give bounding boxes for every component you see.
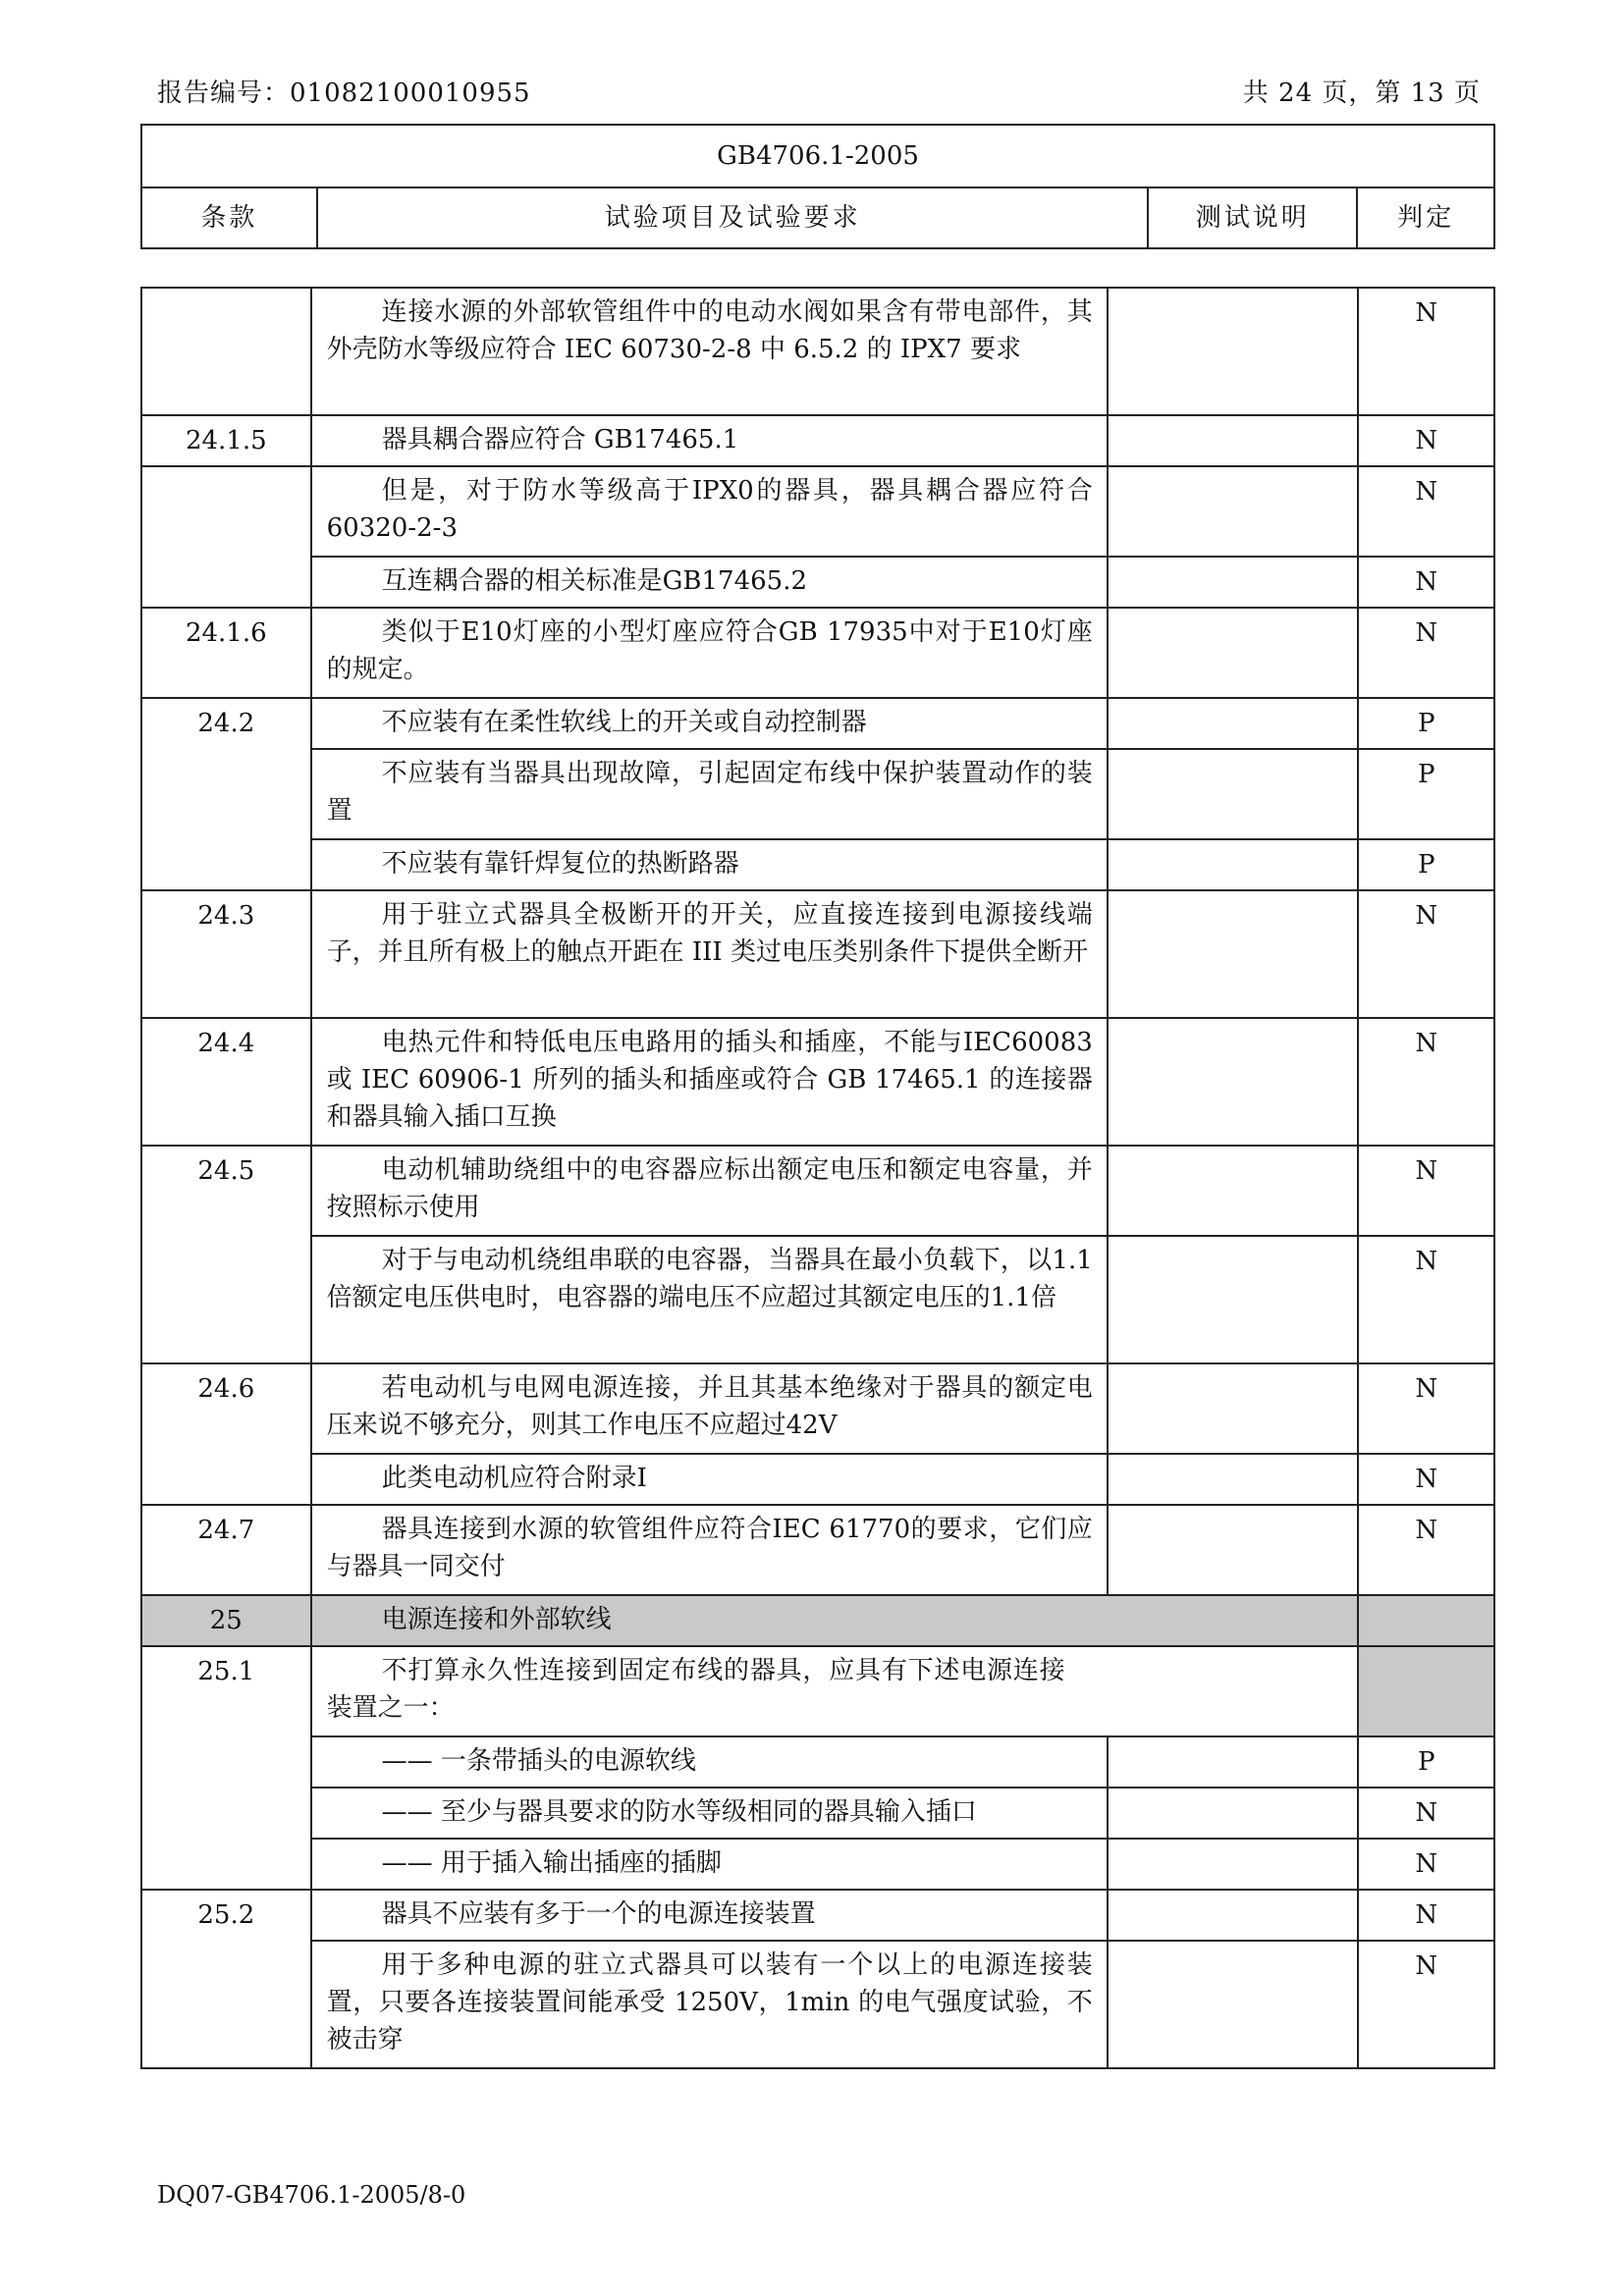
verdict-cell: N — [1358, 288, 1494, 415]
requirement-cell — [311, 1505, 1108, 1595]
table-row — [141, 1736, 1494, 1788]
page-info: 共 24 页，第 13 页 — [1242, 79, 1481, 108]
verdict-cell: N — [1358, 1236, 1494, 1363]
note-cell — [1108, 1788, 1359, 1839]
requirement-cell — [311, 1236, 1108, 1363]
verdict-cell: P — [1358, 749, 1494, 839]
clause-cell: 25.1 — [141, 1646, 311, 1890]
table-row — [141, 466, 1494, 557]
verdict-cell: N — [1358, 890, 1494, 1018]
table-row — [141, 1146, 1494, 1236]
note-cell — [1108, 890, 1359, 1018]
note-cell — [1108, 698, 1359, 749]
verdict-cell: N — [1358, 1890, 1494, 1941]
note-cell — [1108, 288, 1359, 415]
note-cell — [1108, 839, 1359, 890]
requirement-text: 器具耦合器应符合 GB17465.1 — [381, 425, 739, 454]
table-row — [141, 1454, 1494, 1505]
verdict-cell: N — [1358, 415, 1494, 466]
table-row — [141, 1890, 1494, 1941]
table-row — [141, 1788, 1494, 1839]
requirement-text: 互连耦合器的相关标准是GB17465.2 — [381, 566, 808, 596]
note-cell — [1108, 1236, 1359, 1363]
note-cell — [1108, 1941, 1359, 2068]
verdict-cell: N — [1358, 1839, 1494, 1890]
requirement-cell — [311, 698, 1108, 749]
verdict-cell: N — [1358, 1454, 1494, 1505]
table-row — [141, 1236, 1494, 1363]
requirement-cell — [311, 1890, 1108, 1941]
clause-cell: 25.2 — [141, 1890, 311, 2068]
table-row — [141, 1505, 1494, 1595]
requirement-text: 用于驻立式器具全极断开的开关，应直接连接到电源接线端子，并且所有极上的触点开距在 III 类过电压类别条件下提供全断开 — [326, 900, 1093, 967]
table-row — [141, 1839, 1494, 1890]
requirement-text: 类似于E10灯座的小型灯座应符合GB 17935中对于E10灯座的规定。 — [326, 617, 1093, 684]
note-cell — [1108, 557, 1359, 608]
requirement-cell — [311, 1941, 1108, 2068]
verdict-cell: N — [1358, 1146, 1494, 1236]
clause-cell: 25 — [141, 1595, 311, 1646]
verdict-cell: N — [1358, 1363, 1494, 1454]
requirement-cell — [311, 890, 1108, 1018]
verdict-cell: N — [1358, 466, 1494, 557]
table-row — [141, 698, 1494, 749]
col-header-verdict: 判定 — [1357, 187, 1494, 248]
requirement-cell — [311, 288, 1108, 415]
requirement-cell — [311, 557, 1108, 608]
verdict-cell: N — [1358, 1018, 1494, 1146]
table-row — [141, 890, 1494, 1018]
verdict-cell: P — [1358, 698, 1494, 749]
requirement-cell — [311, 415, 1108, 466]
standard-title: GB4706.1-2005 — [141, 125, 1494, 187]
report-number: 报告编号：01082100010955 — [157, 79, 531, 108]
clause-cell: 24.4 — [141, 1018, 311, 1146]
col-header-item: 试验项目及试验要求 — [317, 187, 1149, 248]
requirement-text: —— 一条带插头的电源软线 — [381, 1746, 696, 1776]
requirement-text: 不应装有靠钎焊复位的热断路器 — [381, 849, 739, 879]
clause-cell: 24.5 — [141, 1146, 311, 1363]
requirements-table — [140, 287, 1495, 2069]
standard-header-table — [140, 124, 1495, 249]
requirement-cell — [311, 1146, 1108, 1236]
clause-cell: 24.1.6 — [141, 608, 311, 698]
note-cell — [1108, 608, 1359, 698]
table-row — [141, 608, 1494, 698]
col-header-note: 测试说明 — [1148, 187, 1357, 248]
requirement-cell — [311, 1839, 1108, 1890]
section-title-cell — [311, 1595, 1359, 1646]
note-cell — [1108, 1018, 1359, 1146]
requirement-cell — [311, 1788, 1108, 1839]
verdict-cell: P — [1358, 839, 1494, 890]
requirement-text: —— 用于插入输出插座的插脚 — [381, 1848, 722, 1878]
requirement-text: 器具不应装有多于一个的电源连接装置 — [381, 1899, 816, 1929]
clause-cell: 24.1.5 — [141, 415, 311, 466]
document-code: DQ07-GB4706.1-2005/8-0 — [157, 2181, 466, 2209]
requirement-text: 连接水源的外部软管组件中的电动水阀如果含有带电部件，其外壳防水等级应符合 IEC 60730-2-8 中 6.5.2 的 IPX7 要求 — [326, 297, 1093, 364]
clause-cell: 24.6 — [141, 1363, 311, 1505]
requirement-text: 不应装有当器具出现故障，引起固定布线中保护装置动作的装置 — [326, 759, 1093, 826]
section-title: 电源连接和外部软线 — [381, 1605, 612, 1634]
note-cell — [1108, 1454, 1359, 1505]
note-cell — [1108, 1363, 1359, 1454]
clause-cell: 24.2 — [141, 698, 311, 890]
verdict-cell: N — [1358, 608, 1494, 698]
requirement-text: 电动机辅助绕组中的电容器应标出额定电压和额定电容量，并按照标示使用 — [326, 1155, 1093, 1222]
table-row — [141, 1018, 1494, 1146]
requirement-text: 若电动机与电网电源连接，并且其基本绝缘对于器具的额定电压来说不够充分，则其工作电压不应超过42V — [326, 1373, 1093, 1440]
requirement-cell — [311, 749, 1108, 839]
note-cell — [1108, 1505, 1359, 1595]
requirement-cell — [311, 1736, 1108, 1788]
verdict-cell: N — [1358, 1505, 1494, 1595]
requirement-text: 但是，对于防水等级高于IPX0的器具，器具耦合器应符合60320-2-3 — [326, 476, 1093, 543]
requirement-cell — [311, 608, 1108, 698]
requirement-cell — [311, 1018, 1108, 1146]
requirement-cell — [311, 839, 1108, 890]
verdict-cell: P — [1358, 1736, 1494, 1788]
requirement-text: 不打算永久性连接到固定布线的器具，应具有下述电源连接装置之一： — [326, 1656, 1065, 1723]
requirement-text: 对于与电动机绕组串联的电容器，当器具在最小负载下，以1.1倍额定电压供电时，电容器的端电压不应超过其额定电压的1.1倍 — [326, 1246, 1093, 1312]
verdict-cell — [1358, 1646, 1494, 1736]
table-row — [141, 1646, 1494, 1736]
verdict-cell: N — [1358, 1941, 1494, 2068]
note-cell — [1108, 1839, 1359, 1890]
requirement-cell — [311, 1454, 1108, 1505]
requirement-text: 电热元件和特低电压电路用的插头和插座，不能与IEC60083 或 IEC 60906-1 所列的插头和插座或符合 GB 17465.1 的连接器和器具输入插口互换 — [326, 1028, 1093, 1132]
section-row — [141, 1595, 1494, 1646]
note-cell — [1108, 466, 1359, 557]
table-row — [141, 1363, 1494, 1454]
note-cell — [1108, 1890, 1359, 1941]
table-row — [141, 749, 1494, 839]
verdict-cell — [1358, 1595, 1494, 1646]
clause-cell: 24.3 — [141, 890, 311, 1018]
requirement-cell — [311, 1363, 1108, 1454]
requirement-text: 用于多种电源的驻立式器具可以装有一个以上的电源连接装置，只要各连接装置间能承受 1250V，1min 的电气强度试验，不被击穿 — [326, 1950, 1093, 2055]
col-header-clause: 条款 — [141, 187, 317, 248]
clause-cell — [141, 466, 311, 608]
requirement-text: 不应装有在柔性软线上的开关或自动控制器 — [381, 708, 867, 737]
clause-cell — [141, 288, 311, 415]
verdict-cell: N — [1358, 557, 1494, 608]
requirement-text: 此类电动机应符合附录I — [381, 1464, 647, 1493]
note-cell — [1108, 415, 1359, 466]
table-row — [141, 839, 1494, 890]
table-row — [141, 288, 1494, 415]
table-row — [141, 415, 1494, 466]
note-cell — [1108, 749, 1359, 839]
requirement-text: 器具连接到水源的软管组件应符合IEC 61770的要求，它们应与器具一同交付 — [326, 1515, 1093, 1581]
requirement-cell — [311, 1646, 1359, 1736]
requirement-text: —— 至少与器具要求的防水等级相同的器具输入插口 — [381, 1797, 977, 1827]
verdict-cell: N — [1358, 1788, 1494, 1839]
clause-cell: 24.7 — [141, 1505, 311, 1595]
table-row — [141, 1941, 1494, 2068]
requirement-cell — [311, 466, 1108, 557]
note-cell — [1108, 1736, 1359, 1788]
table-row — [141, 557, 1494, 608]
note-cell — [1108, 1146, 1359, 1236]
